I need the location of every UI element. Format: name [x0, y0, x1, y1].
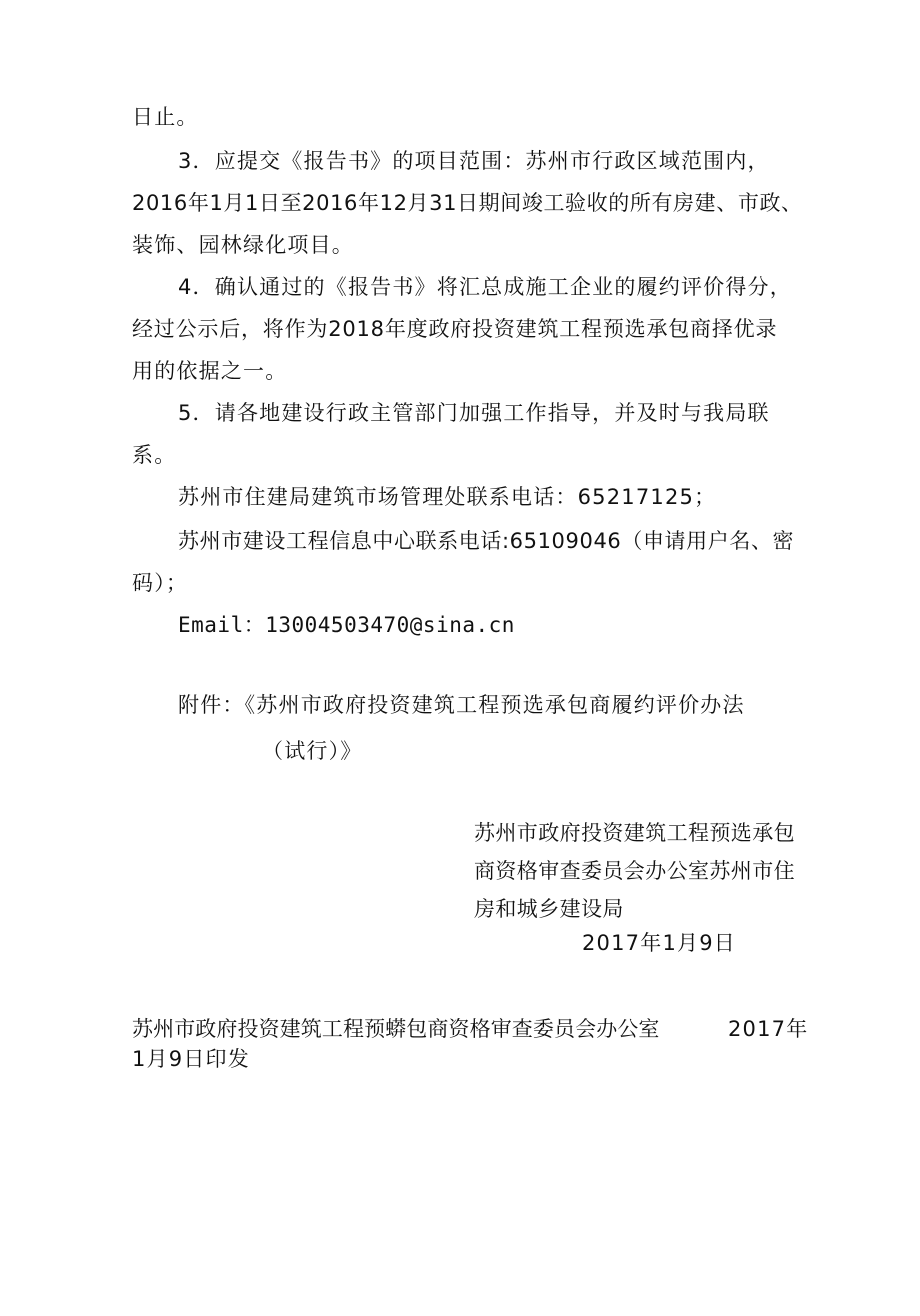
signature-date: 2017年1月9日	[582, 931, 736, 955]
item4-line1: 4．确认通过的《报告书》将汇总成施工企业的履约评价得分，	[178, 275, 792, 299]
item5-line1: 5．请各地建设行政主管部门加强工作指导，并及时与我局联	[178, 401, 770, 425]
item3-line1: 3．应提交《报告书》的项目范围：苏州市行政区域范围内，	[178, 149, 770, 173]
footer-issuer: 苏州市政府投资建筑工程预蟒包商资格审查委员会办公室	[132, 1017, 660, 1041]
signature-line1: 苏州市政府投资建筑工程预选承包	[474, 821, 795, 845]
item4-line3: 用的依据之一。	[132, 359, 288, 383]
footer-year: 2017年	[728, 1017, 809, 1041]
contact-info-center-line2: 码）；	[132, 571, 189, 595]
attachment-line1: 附件：《苏州市政府投资建筑工程预选承包商履约评价办法	[178, 693, 745, 717]
attachment-line2: （试行）》	[262, 739, 363, 763]
item3-line3: 装饰、园林绿化项目。	[132, 233, 354, 257]
contact-market-office: 苏州市住建局建筑市场管理处联系电话：65217125；	[178, 485, 717, 509]
contact-email: Email：13004503470@sina.cn	[178, 613, 515, 637]
signature-line3: 房和城乡建设局	[474, 897, 624, 921]
footer-date-tail: 1月9日印发	[132, 1047, 250, 1071]
item4-line2: 经过公示后，将作为2018年度政府投资建筑工程预选承包商择优录	[132, 317, 778, 341]
signature-line2: 商资格审查委员会办公室苏州市住	[474, 859, 795, 883]
contact-info-center-line1: 苏州市建设工程信息中心联系电话:65109046（申请用户名、密	[178, 529, 795, 553]
item5-line2: 系。	[132, 443, 177, 467]
item2-tail: 日止。	[132, 105, 199, 129]
item3-line2: 2016年1月1日至2016年12月31日期间竣工验收的所有房建、市政、	[132, 191, 803, 215]
